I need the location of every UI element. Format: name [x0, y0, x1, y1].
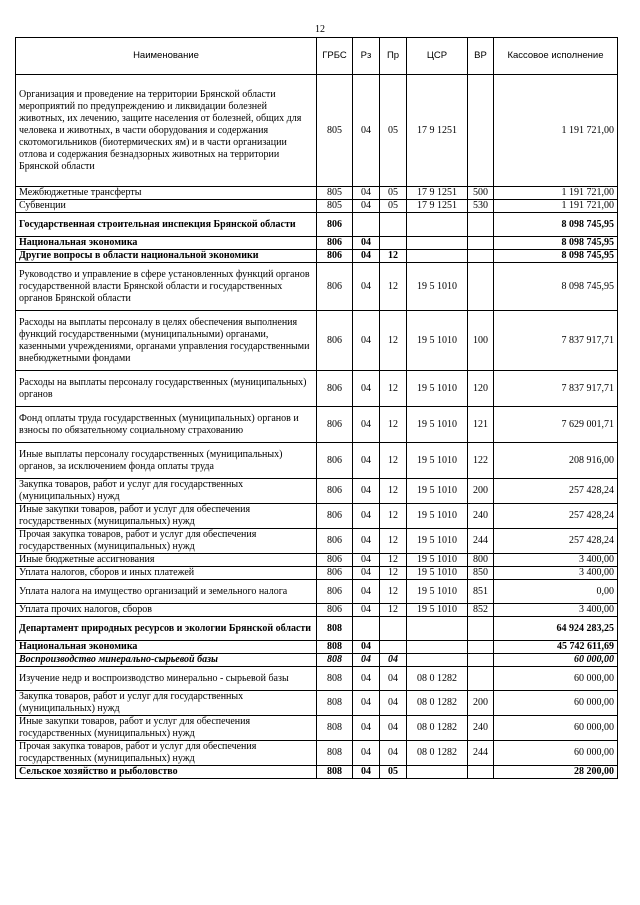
cell-amount: 8 098 745,95	[494, 263, 618, 311]
header-rz: Рз	[353, 38, 380, 75]
cell-rz: 04	[353, 667, 380, 691]
cell-rz: 04	[353, 766, 380, 779]
cell-vr: 122	[468, 443, 494, 479]
cell-pr: 12	[380, 580, 407, 604]
cell-vr	[468, 654, 494, 667]
cell-name: Расходы на выплаты персоналу государственных (муниципальных) органов	[16, 371, 317, 407]
cell-amount: 3 400,00	[494, 554, 618, 567]
cell-vr: 200	[468, 691, 494, 716]
cell-name: Уплата налога на имущество организаций и земельного налога	[16, 580, 317, 604]
cell-amount: 7 837 917,71	[494, 311, 618, 371]
cell-rz: 04	[353, 479, 380, 504]
cell-vr: 530	[468, 200, 494, 213]
cell-rz: 04	[353, 371, 380, 407]
cell-amount: 208 916,00	[494, 443, 618, 479]
cell-grbs: 806	[317, 554, 353, 567]
cell-csr: 19 5 1010	[407, 311, 468, 371]
cell-pr: 05	[380, 766, 407, 779]
cell-csr: 19 5 1010	[407, 580, 468, 604]
cell-vr	[468, 667, 494, 691]
cell-amount: 60 000,00	[494, 691, 618, 716]
cell-rz: 04	[353, 407, 380, 443]
cell-pr: 12	[380, 479, 407, 504]
cell-amount: 0,00	[494, 580, 618, 604]
cell-grbs: 808	[317, 716, 353, 741]
cell-name: Субвенции	[16, 200, 317, 213]
cell-amount: 7 629 001,71	[494, 407, 618, 443]
table-row	[16, 250, 618, 263]
cell-rz: 04	[353, 529, 380, 554]
header-grbs: ГРБС	[317, 38, 353, 75]
cell-csr	[407, 641, 468, 654]
cell-name: Иные закупки товаров, работ и услуг для обеспечения государственных (муниципальных) нужд	[16, 504, 317, 529]
cell-name: Расходы на выплаты персоналу в целях обеспечения выполнения функций государственными (муниципальными) органами, казенными учреждениями, органами управления государственными внебюджетными фондами	[16, 311, 317, 371]
cell-name: Государственная строительная инспекция Брянской области	[16, 213, 317, 237]
cell-csr: 19 5 1010	[407, 407, 468, 443]
cell-vr	[468, 75, 494, 187]
cell-grbs: 806	[317, 407, 353, 443]
table-row	[16, 741, 618, 766]
cell-vr: 850	[468, 567, 494, 580]
cell-name: Национальная экономика	[16, 237, 317, 250]
cell-rz	[353, 213, 380, 237]
cell-pr	[380, 213, 407, 237]
cell-name: Закупка товаров, работ и услуг для государственных (муниципальных) нужд	[16, 691, 317, 716]
table-row	[16, 716, 618, 741]
cell-pr: 05	[380, 75, 407, 187]
cell-amount: 28 200,00	[494, 766, 618, 779]
cell-name: Изучение недр и воспроизводство минерально - сырьевой базы	[16, 667, 317, 691]
cell-name: Руководство и управление в сфере установленных функций органов государственной власти Брянской области и государственных органов Брянской области	[16, 263, 317, 311]
cell-name: Иные выплаты персоналу государственных (муниципальных) органов, за исключением фонда оплаты труда	[16, 443, 317, 479]
cell-rz: 04	[353, 311, 380, 371]
cell-name: Уплата налогов, сборов и иных платежей	[16, 567, 317, 580]
cell-vr: 120	[468, 371, 494, 407]
cell-rz: 04	[353, 554, 380, 567]
cell-amount: 3 400,00	[494, 604, 618, 617]
cell-csr	[407, 250, 468, 263]
table-row	[16, 371, 618, 407]
cell-csr: 08 0 1282	[407, 741, 468, 766]
table-row	[16, 529, 618, 554]
cell-grbs: 808	[317, 667, 353, 691]
cell-vr: 244	[468, 741, 494, 766]
cell-amount: 60 000,00	[494, 667, 618, 691]
cell-csr: 17 9 1251	[407, 187, 468, 200]
cell-grbs: 805	[317, 187, 353, 200]
cell-rz: 04	[353, 75, 380, 187]
table-row	[16, 479, 618, 504]
cell-grbs: 808	[317, 617, 353, 641]
table-body	[16, 75, 618, 779]
cell-vr: 851	[468, 580, 494, 604]
table-row	[16, 667, 618, 691]
cell-grbs: 806	[317, 580, 353, 604]
cell-vr: 852	[468, 604, 494, 617]
cell-name: Департамент природных ресурсов и экологии Брянской области	[16, 617, 317, 641]
cell-pr: 12	[380, 371, 407, 407]
cell-rz	[353, 617, 380, 641]
table-row	[16, 691, 618, 716]
cell-rz: 04	[353, 567, 380, 580]
cell-grbs: 806	[317, 567, 353, 580]
cell-amount: 60 000,00	[494, 654, 618, 667]
cell-name: Закупка товаров, работ и услуг для государственных (муниципальных) нужд	[16, 479, 317, 504]
cell-name: Другие вопросы в области национальной экономики	[16, 250, 317, 263]
cell-rz: 04	[353, 200, 380, 213]
cell-vr: 500	[468, 187, 494, 200]
cell-csr: 19 5 1010	[407, 529, 468, 554]
cell-pr: 12	[380, 554, 407, 567]
cell-csr	[407, 654, 468, 667]
cell-csr: 19 5 1010	[407, 479, 468, 504]
cell-amount: 257 428,24	[494, 479, 618, 504]
cell-csr: 17 9 1251	[407, 75, 468, 187]
cell-csr	[407, 237, 468, 250]
table-row	[16, 580, 618, 604]
cell-grbs: 808	[317, 654, 353, 667]
cell-csr: 19 5 1010	[407, 443, 468, 479]
cell-grbs: 806	[317, 263, 353, 311]
cell-grbs: 805	[317, 200, 353, 213]
table-row	[16, 504, 618, 529]
cell-name: Иные закупки товаров, работ и услуг для обеспечения государственных (муниципальных) нужд	[16, 716, 317, 741]
cell-name: Уплата прочих налогов, сборов	[16, 604, 317, 617]
table-row	[16, 654, 618, 667]
cell-rz: 04	[353, 641, 380, 654]
cell-amount: 45 742 611,69	[494, 641, 618, 654]
cell-name: Прочая закупка товаров, работ и услуг для обеспечения государственных (муниципальных) нужд	[16, 529, 317, 554]
cell-rz: 04	[353, 654, 380, 667]
cell-csr	[407, 766, 468, 779]
cell-grbs: 808	[317, 766, 353, 779]
table-row	[16, 617, 618, 641]
cell-csr	[407, 617, 468, 641]
cell-pr: 12	[380, 263, 407, 311]
cell-grbs: 806	[317, 443, 353, 479]
cell-name: Организация и проведение на территории Брянской области мероприятий по предупреждению и ликвидации болезней животных, их лечению, защите населения от болезней, общих для человека и животных, в части оборудования и содержания скотомогильников (биотермических ям) и в части организации отлова и содержания безнадзорных животных на территории Брянской области	[16, 75, 317, 187]
cell-grbs: 806	[317, 213, 353, 237]
table-row	[16, 187, 618, 200]
cell-grbs: 805	[317, 75, 353, 187]
header-csr: ЦСР	[407, 38, 468, 75]
cell-vr: 244	[468, 529, 494, 554]
cell-amount: 8 098 745,95	[494, 213, 618, 237]
cell-amount: 1 191 721,00	[494, 200, 618, 213]
cell-amount: 64 924 283,25	[494, 617, 618, 641]
cell-csr: 19 5 1010	[407, 263, 468, 311]
cell-pr	[380, 617, 407, 641]
cell-pr: 05	[380, 187, 407, 200]
table-row	[16, 75, 618, 187]
cell-pr: 05	[380, 200, 407, 213]
cell-vr: 240	[468, 716, 494, 741]
cell-csr: 19 5 1010	[407, 604, 468, 617]
cell-vr	[468, 250, 494, 263]
cell-grbs: 806	[317, 504, 353, 529]
table-row	[16, 604, 618, 617]
cell-grbs: 808	[317, 641, 353, 654]
header-row	[16, 38, 618, 75]
cell-pr: 12	[380, 250, 407, 263]
cell-rz: 04	[353, 263, 380, 311]
cell-vr	[468, 213, 494, 237]
page-number: 12	[315, 24, 325, 35]
cell-vr	[468, 641, 494, 654]
table-row	[16, 213, 618, 237]
cell-csr: 19 5 1010	[407, 371, 468, 407]
cell-grbs: 806	[317, 371, 353, 407]
cell-grbs: 808	[317, 741, 353, 766]
table-row	[16, 554, 618, 567]
table-row	[16, 237, 618, 250]
cell-pr: 04	[380, 741, 407, 766]
cell-csr: 19 5 1010	[407, 504, 468, 529]
cell-csr: 08 0 1282	[407, 716, 468, 741]
cell-amount: 60 000,00	[494, 716, 618, 741]
cell-amount: 8 098 745,95	[494, 250, 618, 263]
table-row	[16, 641, 618, 654]
cell-grbs: 806	[317, 479, 353, 504]
cell-vr	[468, 766, 494, 779]
cell-pr: 12	[380, 504, 407, 529]
header-amount: Кассовое исполнение	[494, 38, 618, 75]
cell-csr: 08 0 1282	[407, 691, 468, 716]
table-row	[16, 263, 618, 311]
cell-vr: 800	[468, 554, 494, 567]
cell-name: Фонд оплаты труда государственных (муниципальных) органов и взносы по обязательному социальному страхованию	[16, 407, 317, 443]
table-row	[16, 311, 618, 371]
cell-name: Национальная экономика	[16, 641, 317, 654]
table-row	[16, 407, 618, 443]
cell-pr	[380, 641, 407, 654]
cell-pr: 12	[380, 407, 407, 443]
cell-grbs: 806	[317, 237, 353, 250]
cell-amount: 1 191 721,00	[494, 75, 618, 187]
cell-csr: 08 0 1282	[407, 667, 468, 691]
cell-rz: 04	[353, 237, 380, 250]
cell-rz: 04	[353, 604, 380, 617]
cell-pr: 12	[380, 311, 407, 371]
header-name: Наименование	[16, 38, 317, 75]
header-vr: ВР	[468, 38, 494, 75]
cell-pr: 04	[380, 654, 407, 667]
cell-rz: 04	[353, 691, 380, 716]
cell-amount: 8 098 745,95	[494, 237, 618, 250]
cell-name: Прочая закупка товаров, работ и услуг для обеспечения государственных (муниципальных) нужд	[16, 741, 317, 766]
cell-csr: 19 5 1010	[407, 554, 468, 567]
cell-amount: 3 400,00	[494, 567, 618, 580]
table-row	[16, 567, 618, 580]
table-row	[16, 200, 618, 213]
cell-pr: 12	[380, 567, 407, 580]
cell-vr	[468, 617, 494, 641]
cell-grbs: 806	[317, 250, 353, 263]
cell-pr: 12	[380, 529, 407, 554]
cell-rz: 04	[353, 443, 380, 479]
cell-grbs: 806	[317, 604, 353, 617]
cell-pr: 12	[380, 604, 407, 617]
cell-pr	[380, 237, 407, 250]
cell-vr	[468, 237, 494, 250]
cell-pr: 12	[380, 443, 407, 479]
cell-rz: 04	[353, 504, 380, 529]
budget-table	[15, 37, 618, 779]
cell-grbs: 806	[317, 311, 353, 371]
header-pr: Пр	[380, 38, 407, 75]
cell-grbs: 808	[317, 691, 353, 716]
cell-vr: 240	[468, 504, 494, 529]
cell-rz: 04	[353, 580, 380, 604]
cell-vr	[468, 263, 494, 311]
cell-amount: 60 000,00	[494, 741, 618, 766]
cell-vr: 121	[468, 407, 494, 443]
cell-csr: 19 5 1010	[407, 567, 468, 580]
table-row	[16, 443, 618, 479]
cell-name: Воспроизводство минерально-сырьевой базы	[16, 654, 317, 667]
cell-rz: 04	[353, 187, 380, 200]
cell-amount: 1 191 721,00	[494, 187, 618, 200]
cell-grbs: 806	[317, 529, 353, 554]
cell-name: Иные бюджетные ассигнования	[16, 554, 317, 567]
cell-vr: 100	[468, 311, 494, 371]
cell-name: Сельское хозяйство и рыболовство	[16, 766, 317, 779]
cell-pr: 04	[380, 716, 407, 741]
cell-vr: 200	[468, 479, 494, 504]
cell-name: Межбюджетные трансферты	[16, 187, 317, 200]
table-row	[16, 766, 618, 779]
cell-amount: 257 428,24	[494, 529, 618, 554]
cell-amount: 257 428,24	[494, 504, 618, 529]
cell-rz: 04	[353, 716, 380, 741]
cell-csr: 17 9 1251	[407, 200, 468, 213]
cell-rz: 04	[353, 741, 380, 766]
cell-rz: 04	[353, 250, 380, 263]
cell-csr	[407, 213, 468, 237]
cell-amount: 7 837 917,71	[494, 371, 618, 407]
cell-pr: 04	[380, 667, 407, 691]
cell-pr: 04	[380, 691, 407, 716]
